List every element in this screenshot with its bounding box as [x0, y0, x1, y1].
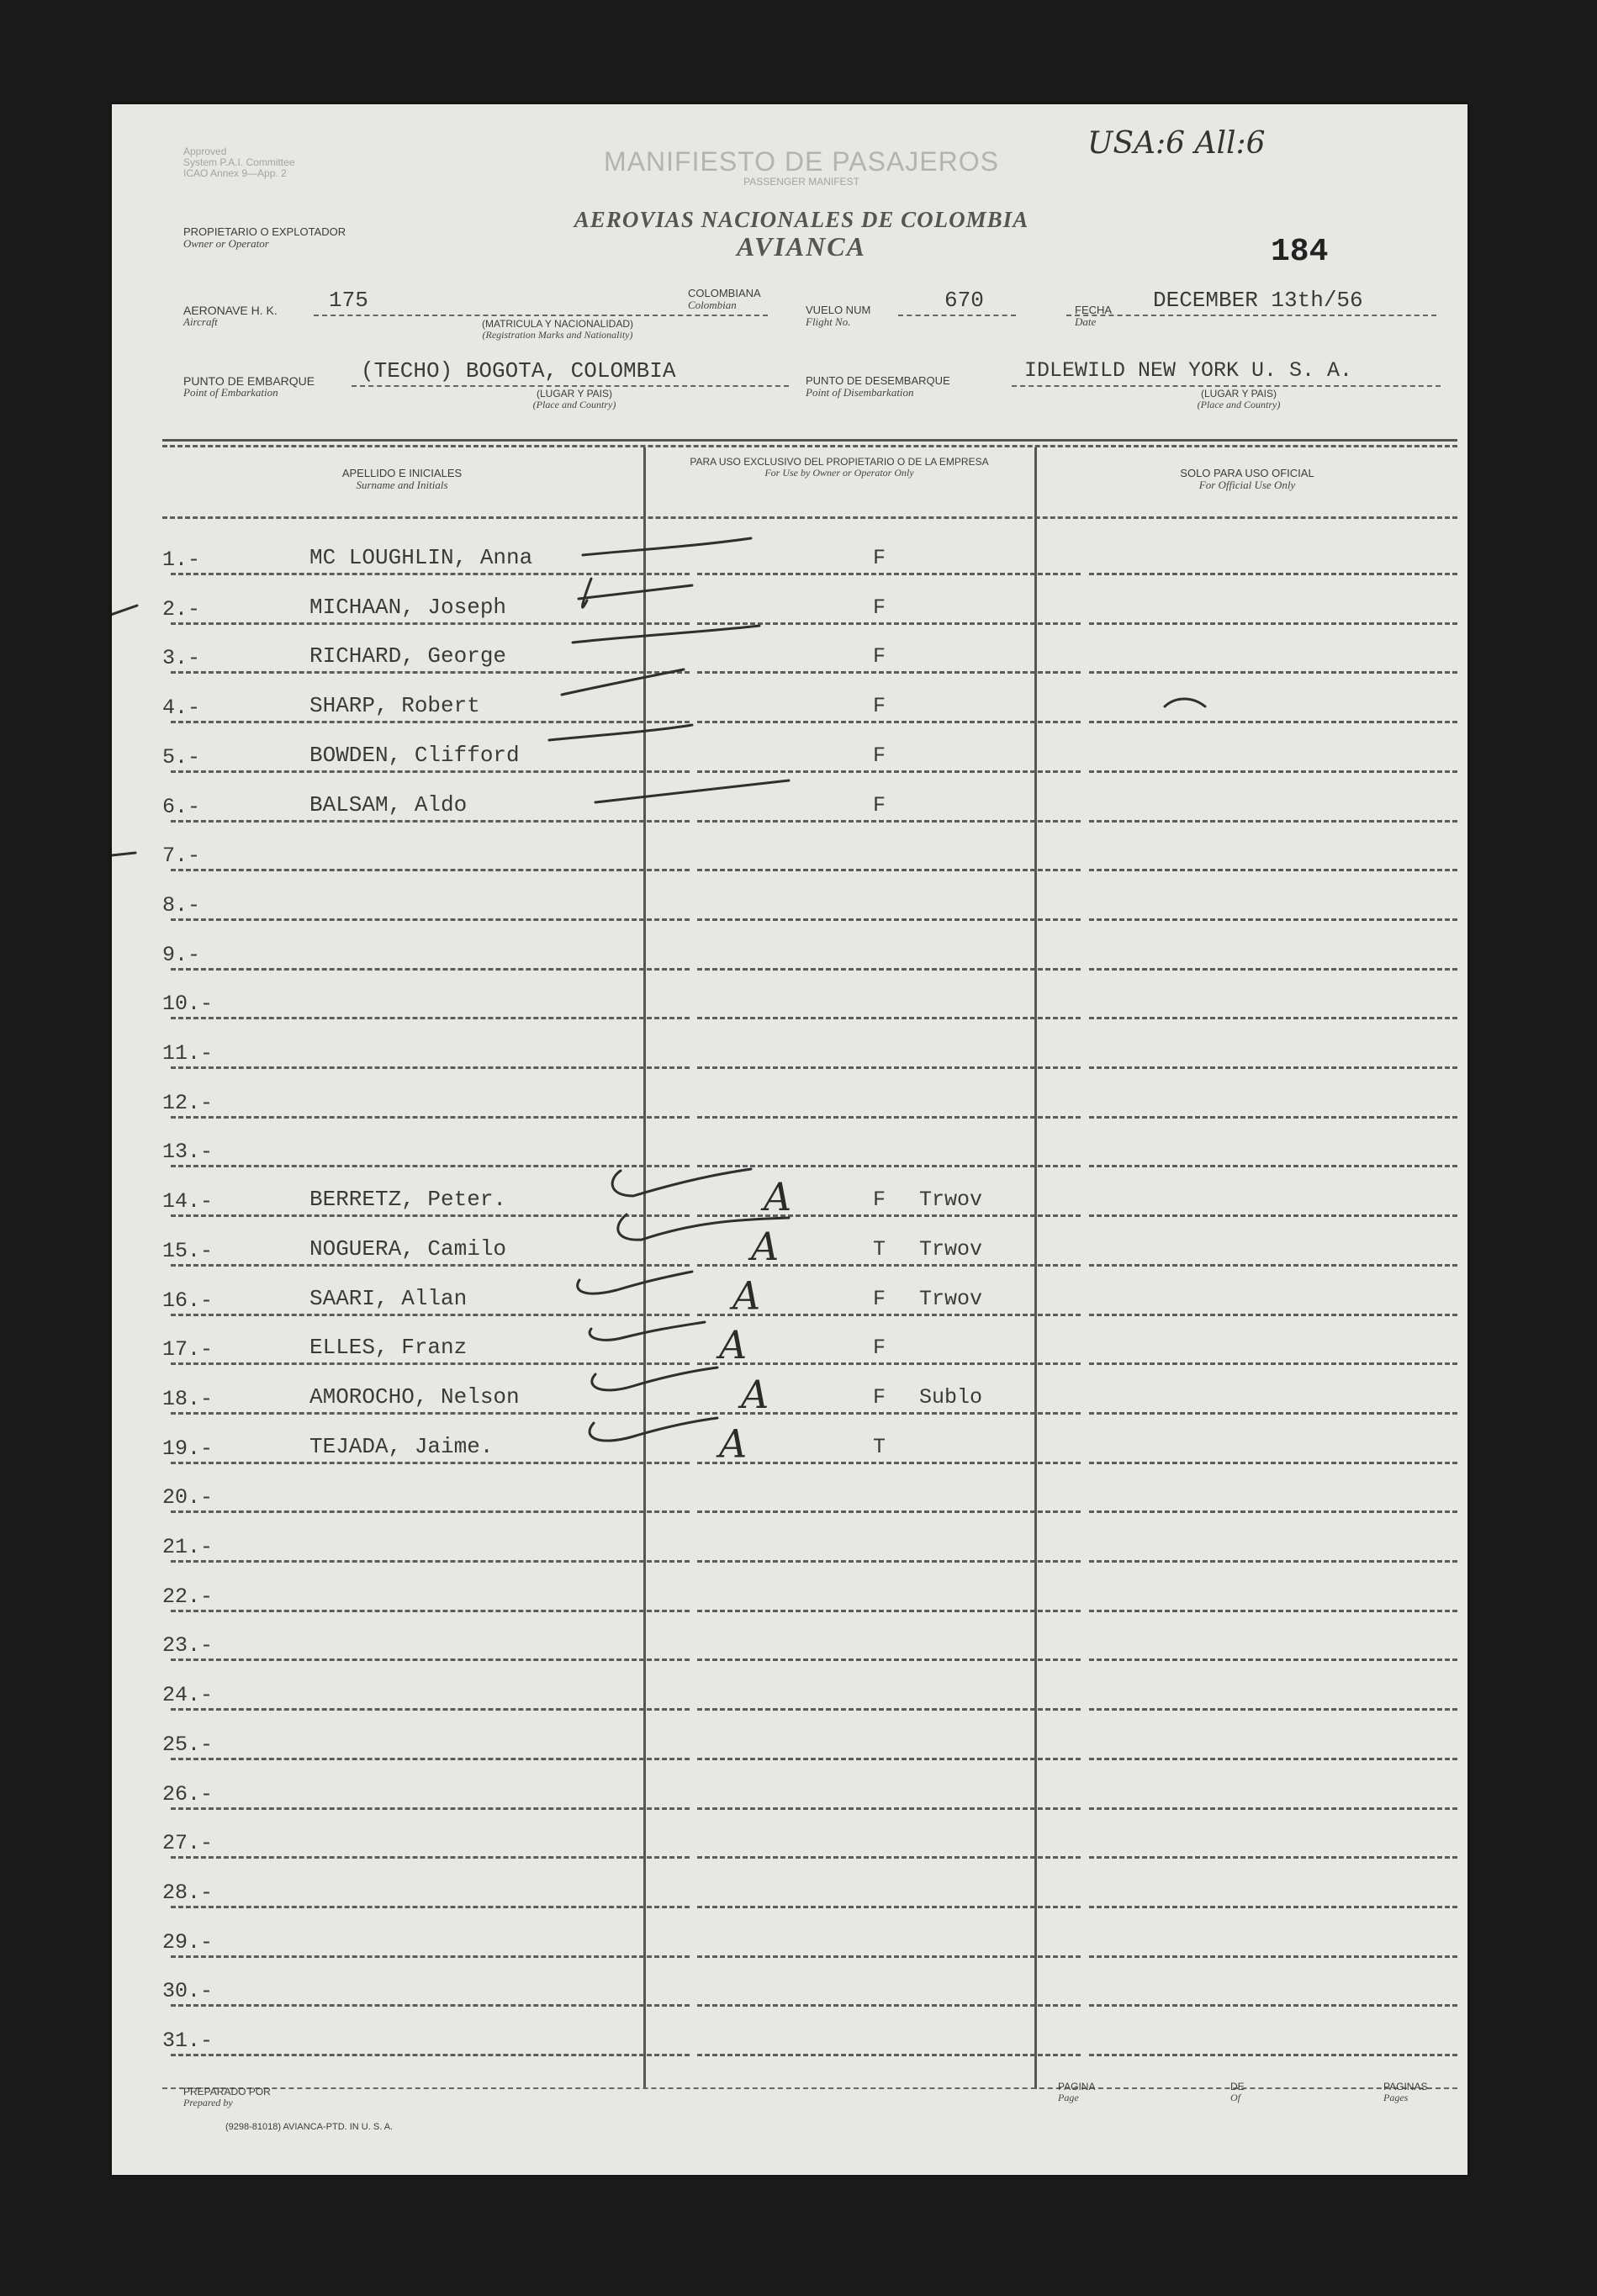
col-surname-label-en: Surname and Initials — [356, 479, 448, 491]
disembark-sub-label: (LUGAR Y PAIS) — [1200, 388, 1277, 399]
owner-label: PROPIETARIO O EXPLOTADOR — [183, 225, 346, 238]
passenger-code: F — [873, 1188, 886, 1213]
passenger-code: F — [873, 694, 886, 719]
check-stroke — [590, 1418, 717, 1441]
passenger-name: MC LOUGHLIN, Anna — [309, 545, 533, 570]
check-stroke — [578, 1272, 692, 1293]
check-stroke — [583, 538, 751, 555]
handwritten-a-mark: A — [764, 1174, 792, 1220]
flight-value: 670 — [944, 288, 984, 313]
handwritten-marks — [112, 104, 1467, 2175]
colombiana-label-en: Colombian — [688, 299, 737, 311]
aircraft-value: 175 — [329, 288, 368, 313]
passenger-note: Trwov — [919, 1286, 983, 1311]
row-number: 3.- — [162, 646, 201, 671]
row-number: 26.- — [162, 1781, 214, 1807]
passenger-name: ELLES, Franz — [309, 1335, 468, 1361]
passenger-name: BALSAM, Aldo — [309, 791, 468, 817]
passenger-code: F — [873, 644, 886, 669]
row-number: 31.- — [162, 2029, 214, 2053]
row-number: 16.- — [162, 1288, 214, 1313]
row-number: 6.- — [162, 794, 201, 819]
check-stroke — [583, 579, 591, 607]
pages-label-en: Pages — [1383, 2092, 1409, 2103]
passenger-code: F — [873, 743, 886, 768]
row-number: 15.- — [162, 1238, 214, 1263]
row-number: 21.- — [162, 1535, 214, 1559]
passenger-name: BERRETZ, Peter. — [309, 1187, 507, 1213]
row-number: 19.- — [162, 1436, 214, 1461]
passenger-name: TEJADA, Jaime. — [309, 1433, 494, 1459]
disembark-label: PUNTO DE DESEMBARQUE — [806, 374, 950, 387]
approval-line: System P.A.I. Committee — [183, 156, 295, 168]
footer-rule — [162, 2087, 1457, 2089]
approval-line: ICAO Annex 9—App. 2 — [183, 167, 287, 179]
passenger-code: F — [873, 595, 886, 620]
check-stroke — [592, 1368, 717, 1390]
disembark-value: IDLEWILD NEW YORK U. S. A. — [1024, 358, 1353, 383]
row-number: 7.- — [162, 844, 201, 869]
flight-label: VUELO NUM — [806, 304, 871, 316]
check-stroke — [579, 585, 692, 599]
row-number: 4.- — [162, 696, 201, 721]
date-value: DECEMBER 13th/56 — [1153, 288, 1363, 313]
date-label: FECHA — [1075, 304, 1113, 316]
row-number: 28.- — [162, 1880, 214, 1905]
embark-label-en: Point of Embarkation — [183, 386, 278, 399]
passenger-code: T — [873, 1434, 886, 1459]
pages-label-block — [1383, 2081, 1427, 2103]
row-number: 10.- — [162, 992, 214, 1017]
passenger-code: F — [873, 792, 886, 817]
passenger-code: F — [873, 1286, 886, 1311]
row-number: 20.- — [162, 1485, 214, 1510]
check-stroke — [573, 626, 759, 643]
row-number: 30.- — [162, 1979, 214, 2004]
of-label-en: Of — [1230, 2092, 1240, 2103]
aircraft-sub-label: (MATRICULA Y NACIONALIDAD) — [481, 318, 634, 330]
pages-label: PAGINAS — [1383, 2081, 1428, 2092]
passenger-name: SAARI, Allan — [309, 1285, 468, 1311]
row-number: 17.- — [162, 1337, 214, 1362]
page-label-block — [1058, 2081, 1095, 2103]
row-number: 27.- — [162, 1831, 214, 1856]
airline-name: AEROVIAS NACIONALES DE COLOMBIA — [574, 207, 1029, 232]
prepared-by-label: PREPARADO POR — [183, 2086, 271, 2098]
colombiana-label: COLOMBIANA — [688, 287, 761, 299]
page-label-en: Page — [1058, 2092, 1079, 2103]
aircraft-label: AERONAVE H. K. — [183, 304, 278, 317]
aircraft-label-en: Aircraft — [183, 315, 218, 328]
check-stroke — [562, 669, 684, 695]
of-label-block — [1230, 2081, 1245, 2103]
date-label-en: Date — [1075, 315, 1097, 328]
passenger-code: F — [873, 546, 886, 570]
col-owner-label-en: For Use by Owner or Operator Only — [764, 467, 914, 479]
passenger-code: T — [873, 1236, 886, 1262]
disembark-label-en: Point of Disembarkation — [806, 386, 914, 399]
disembark-sub-label-en: (Place and Country) — [1197, 399, 1281, 410]
row-number: 12.- — [162, 1090, 214, 1115]
row-number: 29.- — [162, 1929, 214, 1955]
row-number: 25.- — [162, 1732, 214, 1757]
row-number: 18.- — [162, 1386, 214, 1411]
handwritten-count: USA:6 All:6 — [1087, 126, 1266, 161]
embark-value: (TECHO) BOGOTA, COLOMBIA — [361, 358, 676, 384]
owner-label-en: Owner or Operator — [183, 237, 269, 250]
row-number: 5.- — [162, 744, 201, 770]
approval-line: Approved — [183, 145, 227, 157]
row-number: 13.- — [162, 1140, 214, 1165]
prepared-by-label-en: Prepared by — [183, 2097, 233, 2108]
handwritten-a-mark: A — [719, 1322, 748, 1368]
col-official-label-en: For Official Use Only — [1198, 479, 1296, 491]
row-number: 22.- — [162, 1584, 214, 1609]
row-number: 14.- — [162, 1189, 214, 1214]
handwritten-a-mark: A — [719, 1420, 748, 1467]
col-owner-label: PARA USO EXCLUSIVO DEL PROPIETARIO O DE LA EMPRESA — [690, 456, 989, 468]
page-number: 184 — [1271, 234, 1329, 270]
handwritten-a-mark: A — [732, 1272, 761, 1319]
passenger-note: Sublo — [919, 1384, 983, 1410]
passenger-note: Trwov — [919, 1236, 983, 1262]
passenger-code: F — [873, 1384, 886, 1410]
passenger-name: BOWDEN, Clifford — [309, 742, 520, 768]
row-number: 9.- — [162, 942, 201, 967]
manifest-page — [112, 104, 1467, 2175]
prepared-by-block — [183, 2086, 271, 2108]
col-surname-label: APELLIDO E INICIALES — [341, 467, 463, 479]
row-number: 11.- — [162, 1041, 214, 1066]
passenger-name: MICHAAN, Joseph — [309, 594, 507, 620]
embark-sub-label: (LUGAR Y PAIS) — [536, 388, 613, 399]
stray-mark — [1165, 699, 1205, 706]
col-official-label: SOLO PARA USO OFICIAL — [1180, 467, 1314, 479]
airline-brand: AVIANCA — [737, 231, 866, 262]
flight-label-en: Flight No. — [806, 315, 851, 328]
passenger-note: Trwov — [919, 1188, 983, 1213]
handwritten-a-mark: A — [751, 1223, 780, 1269]
form-title: MANIFIESTO DE PASAJEROS — [604, 146, 999, 177]
passenger-name: RICHARD, George — [309, 643, 507, 669]
passenger-name: SHARP, Robert — [309, 693, 480, 719]
passenger-name: AMOROCHO, Nelson — [309, 1383, 520, 1410]
row-number: 1.- — [162, 548, 201, 572]
form-title-en: PASSENGER MANIFEST — [743, 176, 859, 188]
stray-mark — [112, 853, 135, 856]
row-number: 24.- — [162, 1683, 214, 1708]
row-number: 8.- — [162, 892, 201, 918]
check-stroke — [612, 1169, 751, 1196]
passenger-code: F — [873, 1336, 886, 1361]
of-label: DE — [1230, 2081, 1245, 2092]
passenger-name: NOGUERA, Camilo — [309, 1235, 507, 1262]
embark-sub-label-en: (Place and Country) — [532, 399, 616, 410]
embark-label: PUNTO DE EMBARQUE — [183, 374, 315, 388]
handwritten-a-mark: A — [741, 1371, 769, 1417]
row-number: 23.- — [162, 1633, 214, 1659]
aircraft-sub-label-en: (Registration Marks and Nationality) — [482, 329, 633, 341]
check-stroke — [590, 1322, 705, 1340]
page-label: PAGINA — [1058, 2081, 1096, 2092]
stray-mark — [112, 606, 137, 617]
check-stroke — [549, 725, 692, 740]
print-code: (9298-81018) AVIANCA-PTD. IN U. S. A. — [225, 2122, 394, 2132]
check-stroke — [595, 780, 789, 802]
row-number: 2.- — [162, 596, 201, 622]
